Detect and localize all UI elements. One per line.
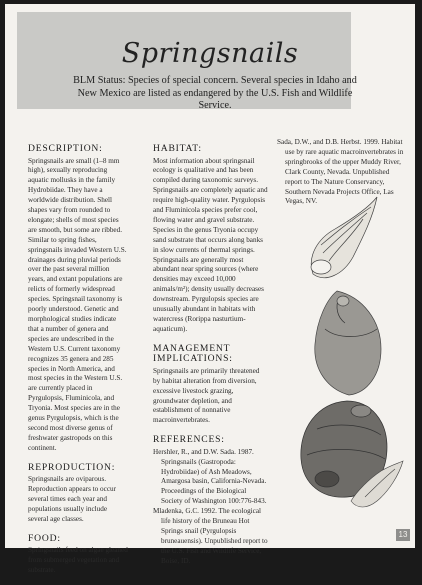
- reference-item: Sada, D.W., and D.B. Herbst. 1999. Habitat use by rare aquatic macroinvertebrates in springbrooks of the upper Muddy River, Clark County, Nevada. Unpublished report to The Nature Conservancy, Southern Nevada Projects Office, Las Vegas, NV.: [277, 138, 404, 206]
- food-heading: FOOD:: [28, 532, 61, 544]
- column-middle: [153, 144, 268, 567]
- ribbed-snail-illustration: [311, 197, 377, 278]
- habitat-text: Most information about springsnail ecology is qualitative and has been compiled during taxonomic surveys. Springsnails are completely aquatic and require high-quality water. Pyrgulopsis and Fluminicola species prefer cool, flowing water and gravel substrate. Species in the genus Tryonia occupy sand substrate that occurs along banks in slow currents of thermal springs. Springsnails are generally most abundant near spring sources (where densities may exceed 10,000 animals/m²); density usually decreases downstream. Pyrgulopsis species are unusually abundant in habitats with watercress (Rorippa nasturtium-aquaticum).: [153, 156, 268, 333]
- springsnail-illustrations: [277, 179, 407, 519]
- management-heading: MANAGEMENT IMPLICATIONS:: [153, 342, 233, 365]
- page-title: Springsnails: [121, 38, 299, 69]
- reproduction-heading: REPRODUCTION:: [28, 461, 116, 473]
- food-text: Springsnails feed on algae gleaned from submerged vegetation and substrate.: [28, 546, 128, 575]
- management-text: Springsnails are primarily threatened by habitat alteration from diversion, excessive livestock grazing, groundwater depletion, and establishment of nonnative macroinvertebrates.: [153, 366, 260, 425]
- column-left: [28, 144, 128, 585]
- blm-status: BLM Status: Species of special concern. Several species in Idaho and New Mexico are listed as endangered by the U.S. Fish and Wildlife Service.: [73, 75, 357, 111]
- habitat-heading: HABITAT:: [153, 143, 202, 154]
- round-snail-illustration: [315, 291, 381, 395]
- reference-item: Hershler, R., and D.W. Sada. 1987. Springsnails (Gastropoda: Hydrobiidae) of Ash Meadows, Amargosa basin, California-Nevada. Proceedings of the Biological Society of Washington 100:776-843.: [153, 447, 267, 506]
- page-number: 13: [396, 529, 410, 541]
- reproduction-text: Springsnails are oviparous. Reproduction appears to occur several times each year and populations usually include several age classes.: [28, 475, 117, 523]
- reference-item: Mladenka, G.C. 1992. The ecological life history of the Bruneau Hot Springs snail (Pyrgulopsis bruneauensis). Unpublished report to the U.S. Fish and Wildlife Service, Boise, ID.: [153, 507, 268, 565]
- document-page: [5, 4, 415, 575]
- description-heading: DESCRIPTION:: [28, 143, 103, 154]
- references-heading: REFERENCES:: [153, 434, 225, 446]
- description-text: Springsnails are small (1–8 mm high), sexually reproducing aquatic mollusks in the family Hydrobiidae. They have a worldwide distribution. Shell shapes vary from rounded to elongate; shells of most species are smooth, but some are ribbed. Similar to spring fishes, springsnails invaded Western U.S. drainages during pluvial periods over the past several million years, and extant populations are relicts of formerly widespread species. Springsnail taxonomy is poorly understood. Genetic and morphological studies indicate that a number of genera and species are undescribed in the Western U.S. Current taxonomy recognizes 35 genera and 285 species in North America, and most species in the Western U.S. are currently placed in Pyrgulopsis, Fluminicola, and Tryonia. Most species are in the genus Pyrgulopsis, which is the second most diverse genus of freshwater gastropods on this continent.: [28, 156, 127, 452]
